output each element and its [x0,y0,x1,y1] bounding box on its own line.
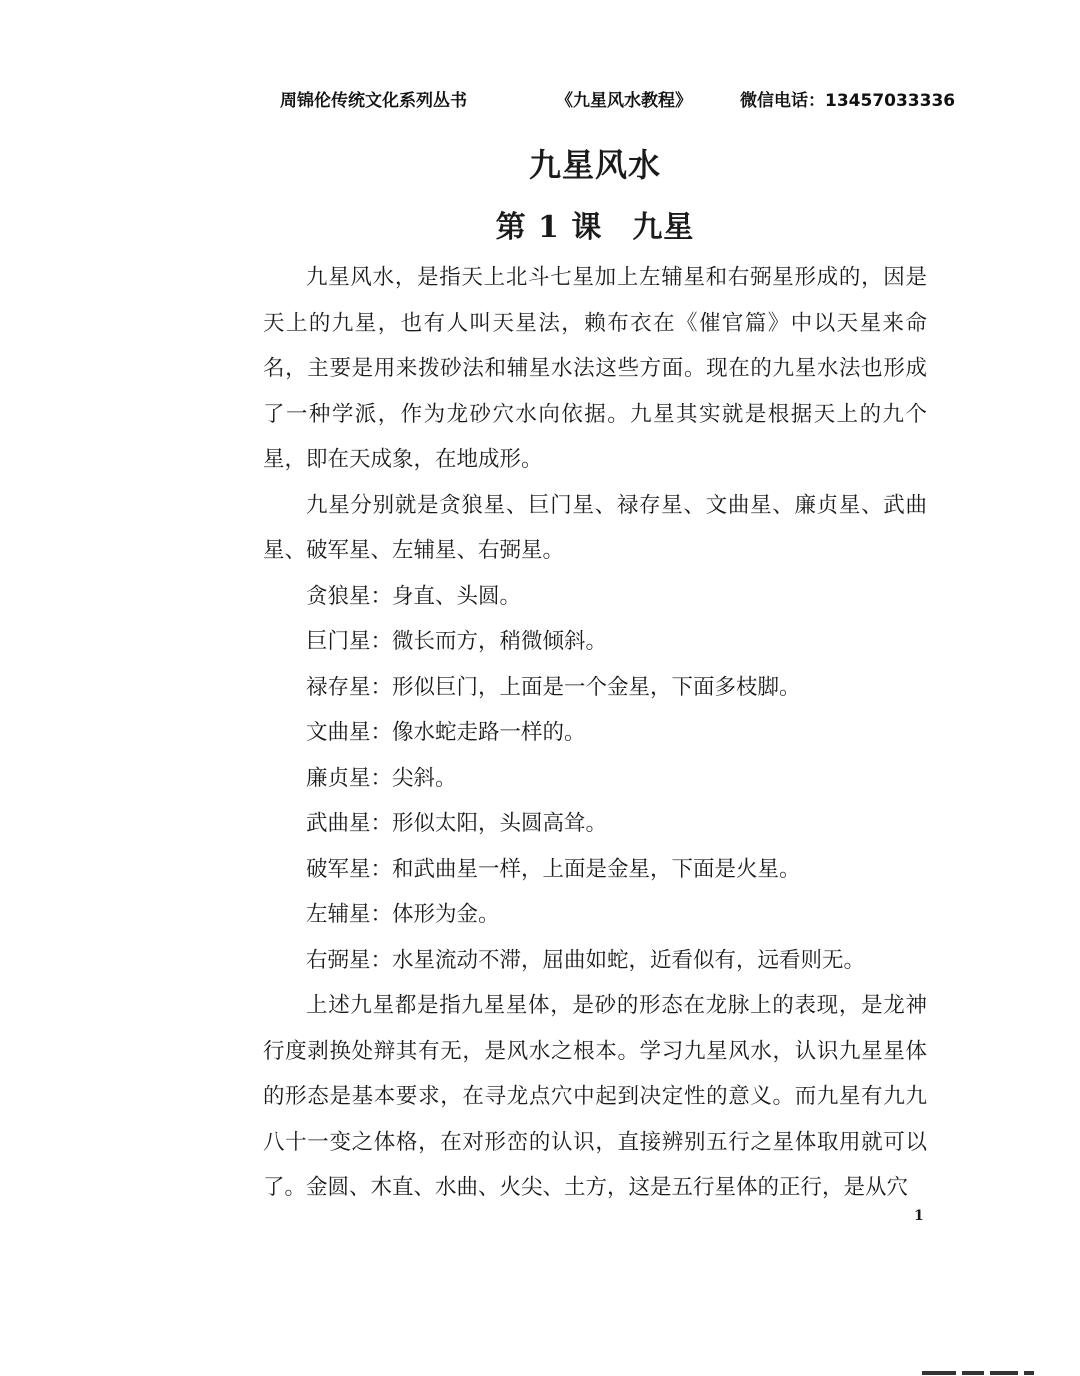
lesson-number: 第 1 课 [495,210,603,245]
lesson-name: 九星 [632,210,695,245]
star-item-youbi: 右弼星：水星流动不滞，屈曲如蛇，近看似有，远看则无。 [306,947,866,973]
star-item-tanlang: 贪狼星：身直、头圆。 [306,583,522,609]
header-series-title: 周锦伦传统文化系列丛书 [280,91,467,111]
star-item-lianzhen: 廉贞星：尖斜。 [306,765,457,791]
page-title: 九星风水 [528,146,661,184]
header-contact: 微信电话：13457033336 [740,91,956,111]
paragraph-star-list: 九星分别就是贪狼星、巨门星、禄存星、文曲星、廉贞星、武曲星、破军星、左辅星、右弼星。 [263,492,927,563]
star-item-lucun: 禄存星：形似巨门，上面是一个金星，下面多枝脚。 [306,674,801,700]
scan-artifact [922,1368,1040,1376]
header-book-title: 《九星风水教程》 [556,91,692,111]
star-item-jumen: 巨门星：微长而方，稍微倾斜。 [306,629,608,654]
body-text [263,255,927,1211]
lesson-heading [0,202,1080,246]
star-item-wenqu: 文曲星：像水蛇走路一样的。 [306,720,586,745]
paragraph-intro: 九星风水，是指天上北斗七星加上左辅星和右弼星形成的，因是天上的九星，也有人叫天星法，赖布衣在《催官篇》中以天星来命名，主要是用来拨砂法和辅星水法这些方面。现在的九星水法也形成了一种学派，作为龙砂穴水向依据。九星其实就是根据天上的九个星，即在天成象，在地成形。 [263,265,927,472]
star-item-zuofu: 左辅星：体形为金。 [306,902,500,927]
page-number: 1 [914,1208,924,1224]
star-item-wuqu: 武曲星：形似太阳，头圆高耸。 [306,811,608,836]
running-header [268,86,956,112]
paragraph-closing: 上述九星都是指九星星体，是砂的形态在龙脉上的表现，是龙神行度剥换处辩其有无，是风水之根本。学习九星风水，认识九星星体的形态是基本要求，在寻龙点穴中起到决定性的意义。而九星有九九八十一变之体格，在对形峦的认识，直接辨别五行之星体取用就可以了。金圆、木直、水曲、火尖、土方，这是五行星体的正行，是从穴 [263,993,927,1200]
star-item-pojun: 破军星：和武曲星一样，上面是金星，下面是火星。 [306,856,801,882]
